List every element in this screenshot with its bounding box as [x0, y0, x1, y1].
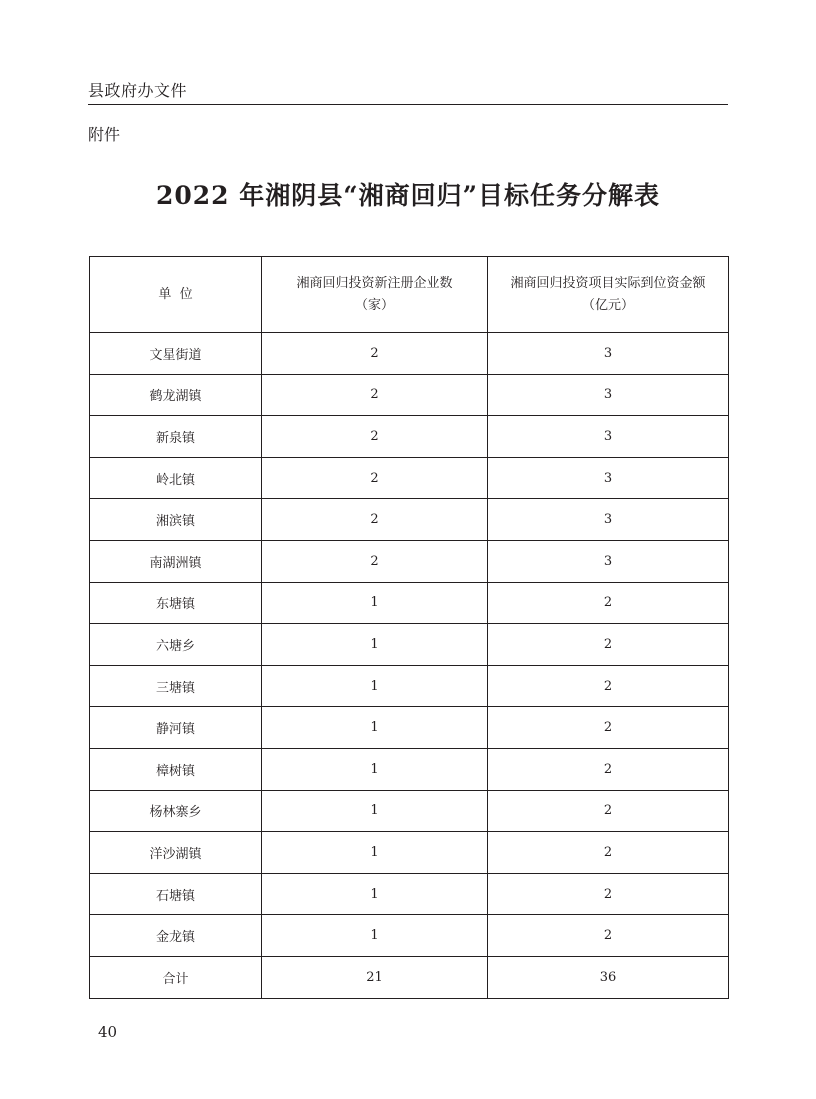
header-rule — [88, 104, 728, 105]
cell-unit: 东塘镇 — [90, 582, 262, 624]
cell-funds-amount: 36 — [488, 956, 729, 998]
cell-company-count: 21 — [262, 956, 488, 998]
cell-funds-amount: 3 — [488, 416, 729, 458]
cell-funds-amount: 2 — [488, 832, 729, 874]
document-title: 2022 年湘阴县“湘商回归”目标任务分解表 — [155, 181, 661, 210]
cell-funds-amount: 3 — [488, 457, 729, 499]
table-row — [90, 457, 729, 499]
cell-company-count: 1 — [262, 748, 488, 790]
cell-unit: 静河镇 — [90, 707, 262, 749]
cell-company-count: 2 — [262, 333, 488, 375]
header-amount — [488, 257, 729, 333]
header-amount-line1: 湘商回归投资项目实际到位资金额 — [510, 275, 706, 291]
cell-company-count: 1 — [262, 624, 488, 666]
cell-funds-amount: 3 — [488, 333, 729, 375]
cell-unit: 合计 — [90, 956, 262, 998]
header-count — [262, 257, 488, 333]
cell-funds-amount: 2 — [488, 790, 729, 832]
cell-funds-amount: 2 — [488, 748, 729, 790]
cell-unit: 湘滨镇 — [90, 499, 262, 541]
cell-company-count: 1 — [262, 582, 488, 624]
cell-company-count: 2 — [262, 457, 488, 499]
cell-funds-amount: 2 — [488, 707, 729, 749]
header-count-line1: 湘商回归投资新注册企业数 — [296, 275, 453, 291]
cell-company-count: 1 — [262, 915, 488, 957]
cell-unit: 文星街道 — [90, 333, 262, 375]
table-row — [90, 499, 729, 541]
table-row — [90, 707, 729, 749]
table-row — [90, 790, 729, 832]
cell-unit: 樟树镇 — [90, 748, 262, 790]
cell-funds-amount: 2 — [488, 582, 729, 624]
header-label: 县政府办文件 — [88, 81, 188, 100]
cell-funds-amount: 3 — [488, 499, 729, 541]
cell-unit: 六塘乡 — [90, 624, 262, 666]
cell-company-count: 1 — [262, 665, 488, 707]
cell-company-count: 1 — [262, 790, 488, 832]
table-row — [90, 374, 729, 416]
cell-company-count: 2 — [262, 416, 488, 458]
cell-company-count: 1 — [262, 832, 488, 874]
header-count-line2: （家） — [354, 297, 394, 313]
task-table — [89, 256, 729, 999]
cell-funds-amount: 2 — [488, 665, 729, 707]
table-row — [90, 540, 729, 582]
cell-company-count: 2 — [262, 374, 488, 416]
cell-company-count: 2 — [262, 499, 488, 541]
cell-unit: 洋沙湖镇 — [90, 832, 262, 874]
cell-unit: 石塘镇 — [90, 873, 262, 915]
table-row — [90, 832, 729, 874]
cell-company-count: 1 — [262, 707, 488, 749]
cell-unit: 南湖洲镇 — [90, 540, 262, 582]
table-row — [90, 624, 729, 666]
cell-unit: 金龙镇 — [90, 915, 262, 957]
cell-unit: 三塘镇 — [90, 665, 262, 707]
header-unit — [90, 257, 262, 333]
attachment-label: 附件 — [88, 125, 121, 144]
table-row — [90, 416, 729, 458]
table-body — [90, 333, 729, 999]
cell-unit: 鹤龙湖镇 — [90, 374, 262, 416]
total-row — [90, 956, 729, 998]
table-row — [90, 873, 729, 915]
table-row — [90, 333, 729, 375]
page-number: 40 — [98, 1023, 118, 1041]
table-row — [90, 748, 729, 790]
cell-company-count: 1 — [262, 873, 488, 915]
cell-unit: 新泉镇 — [90, 416, 262, 458]
header-amount-line2: （亿元） — [581, 297, 634, 313]
cell-company-count: 2 — [262, 540, 488, 582]
cell-unit: 杨林寨乡 — [90, 790, 262, 832]
table-row — [90, 915, 729, 957]
cell-funds-amount: 2 — [488, 915, 729, 957]
cell-funds-amount: 3 — [488, 374, 729, 416]
header-unit-label: 单 位 — [158, 286, 193, 302]
cell-funds-amount: 2 — [488, 873, 729, 915]
cell-funds-amount: 3 — [488, 540, 729, 582]
cell-unit: 岭北镇 — [90, 457, 262, 499]
cell-funds-amount: 2 — [488, 624, 729, 666]
table-row — [90, 665, 729, 707]
table-header-row — [90, 257, 729, 333]
table-row — [90, 582, 729, 624]
